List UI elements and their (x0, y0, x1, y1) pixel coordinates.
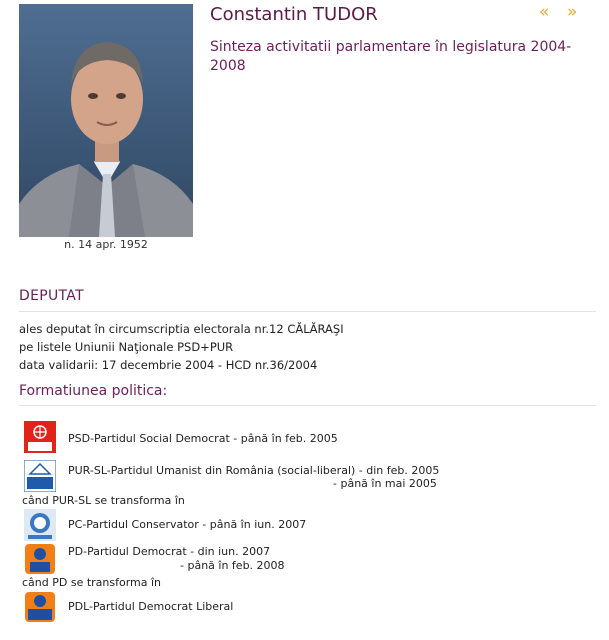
pur-logo-icon (24, 460, 56, 492)
transition-note-pd: când PD se transforma în (22, 576, 162, 589)
political-formation-heading: Formatiunea politica: (19, 383, 168, 399)
deputy-photo (19, 4, 193, 237)
birth-date: n. 14 apr. 1952 (64, 238, 148, 251)
mandate-info (19, 320, 344, 374)
previous-deputy-link[interactable]: « (539, 2, 550, 22)
party-pur-end-date: - până în mai 2005 (333, 477, 437, 490)
party-pd-end-date: - până în feb. 2008 (180, 559, 285, 572)
mandate-list: pe listele Uniunii Naţionale PSD+PUR (19, 340, 234, 354)
party-pc-text: PC-Partidul Conservator - până în iun. 2007 (68, 518, 307, 531)
mandate-constituency: ales deputat în circumscriptia electorala nr.12 CĂLĂRAŞI (19, 322, 344, 336)
divider (19, 405, 596, 406)
deputat-heading: DEPUTAT (19, 288, 84, 304)
party-pd-text: PD-Partidul Democrat - din iun. 2007 (68, 545, 271, 558)
next-deputy-link[interactable]: » (567, 2, 578, 22)
page-subtitle: Sinteza activitatii parlamentare în legislatura 2004-2008 (210, 39, 572, 74)
divider (19, 311, 596, 312)
party-pur-text: PUR-SL-Partidul Umanist din România (social-liberal) - din feb. 2005 (68, 464, 440, 477)
deputy-name: Constantin TUDOR (210, 4, 378, 25)
pdl-logo-icon (24, 591, 56, 623)
party-pdl-text: PDL-Partidul Democrat Liberal (68, 600, 234, 613)
psd-logo-icon (24, 421, 56, 453)
pd-logo-icon (24, 543, 56, 575)
pc-logo-icon (24, 509, 56, 541)
party-psd-text: PSD-Partidul Social Democrat - până în feb. 2005 (68, 432, 338, 445)
transition-note-pur: când PUR-SL se transforma în (22, 494, 185, 507)
mandate-validation: data validarii: 17 decembrie 2004 - HCD nr.36/2004 (19, 358, 318, 372)
